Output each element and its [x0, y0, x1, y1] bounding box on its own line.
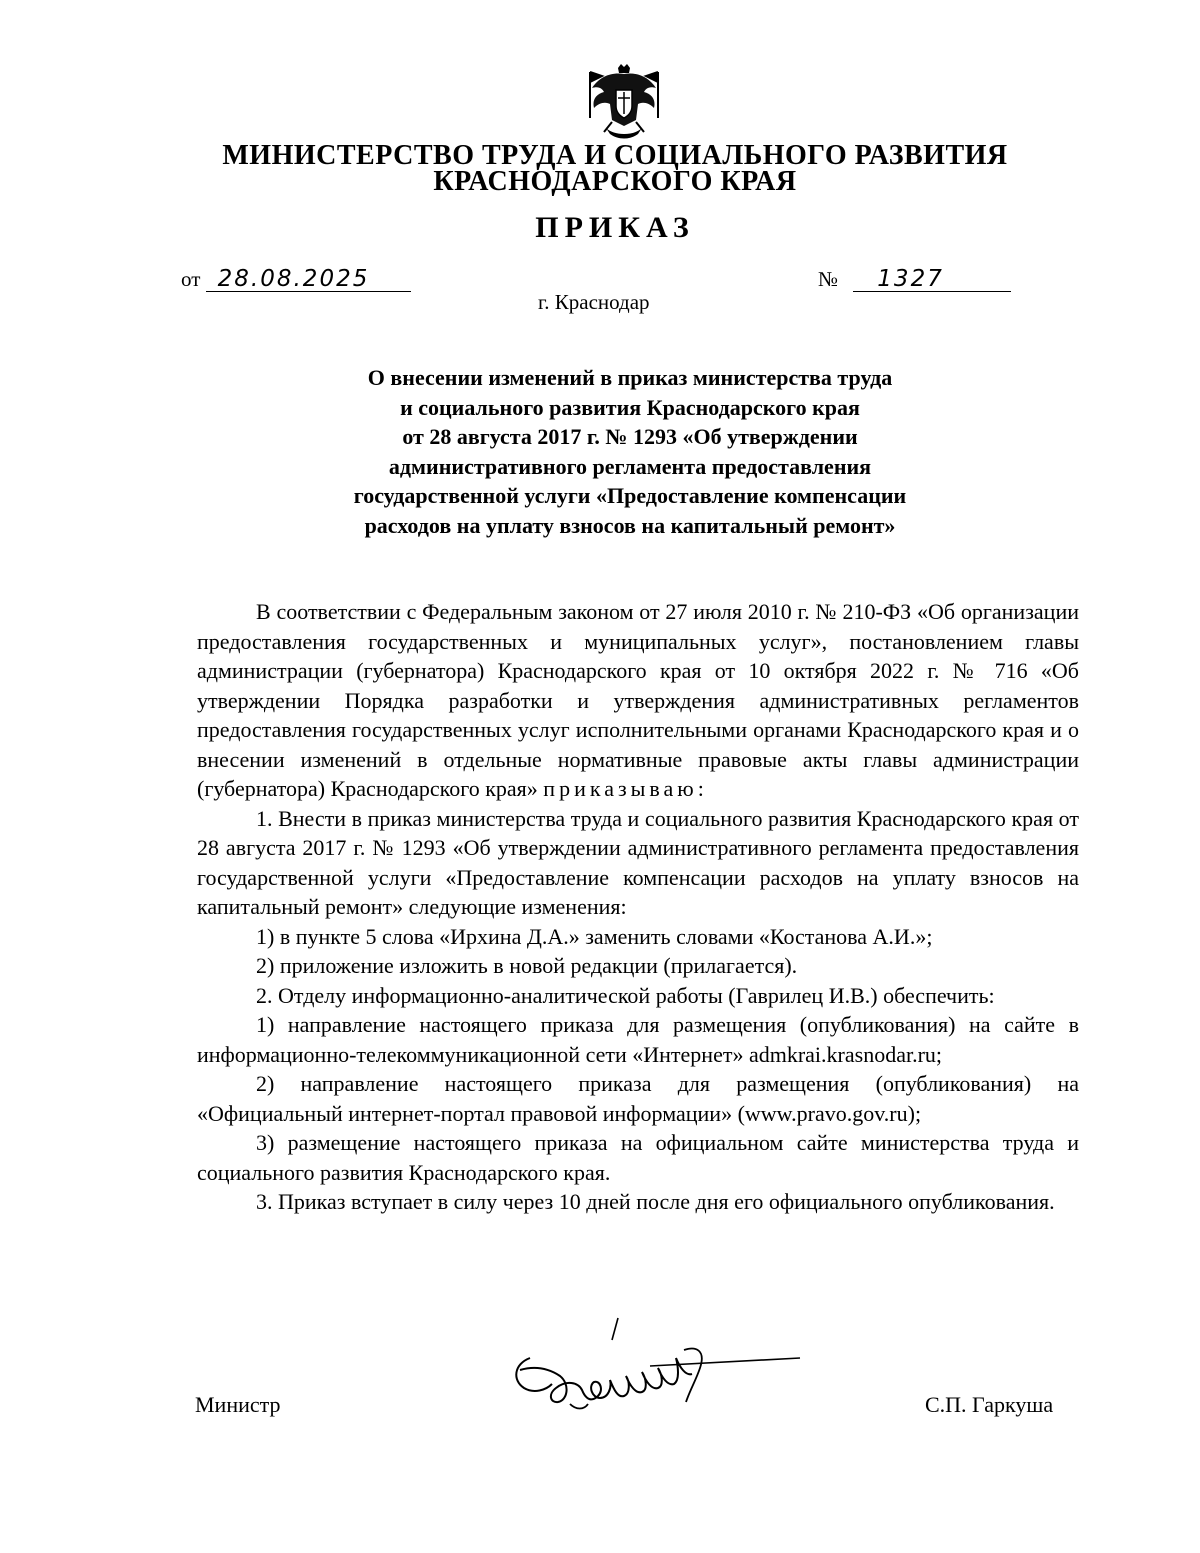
subject-line: и социального развития Краснодарского края	[400, 394, 860, 420]
preamble-paragraph	[197, 597, 1079, 804]
orders-word: приказываю:	[543, 776, 708, 801]
order-subject	[230, 363, 1030, 540]
date-field	[181, 267, 411, 292]
number-value: 1327	[853, 267, 1011, 292]
date-value: 28.08.2025	[206, 267, 411, 292]
number-field	[818, 267, 1011, 292]
item-1-1: 1) в пункте 5 слова «Ирхина Д.А.» заменить словами «Костанова А.И.»;	[256, 923, 933, 949]
signatory-name: С.П. Гаркуша	[925, 1392, 1054, 1417]
signatory-role: Министр	[195, 1392, 281, 1417]
preamble-text: В соответствии с Федеральным законом от 27 июля 2010 г. № 210-ФЗ «Об организации предоставления государственных и муниципальных услуг», постановлением главы администрации (губернатора) Краснодарского края от 10 октября 2022 г. № 716 «Об утверждении Порядка разработки и утверждения административных регламентов предоставления государственных услуг исполнительными органами Краснодарского края и о внесении изменений в отдельные нормативные правовые акты главы администрации (губернатора) Краснодарского края»	[197, 599, 1079, 801]
subject-line: государственной услуги «Предоставление компенсации	[353, 483, 907, 508]
subject-line: административного регламента предоставления	[388, 453, 872, 479]
item-2-3: 3) размещение настоящего приказа на официальном сайте министерства труда и социального развития Краснодарского края.	[197, 1130, 1079, 1185]
date-prefix: от	[181, 267, 201, 291]
order-body	[197, 597, 1079, 1217]
item-1-2: 2) приложение изложить в новой редакции (прилагается).	[256, 953, 798, 978]
item-1: 1. Внести в приказ министерства труда и социального развития Краснодарского края от 28 августа 2017 г. № 1293 «Об утверждении административного регламента предоставления государственной услуги «Предоставление компенсации расходов на уплату взносов на капитальный ремонт» следующие изменения:	[197, 805, 1079, 919]
handwritten-signature	[500, 1310, 820, 1440]
subject-line: расходов на уплату взносов на капитальный ремонт»	[364, 512, 896, 538]
item-2-1: 1) направление настоящего приказа для размещения (опубликования) на сайте в информационно-телекоммуникационной сети «Интернет» admkrai.krasnodar.ru;	[197, 1012, 1079, 1067]
item-3: 3. Приказ вступает в силу через 10 дней после дня его официального опубликования.	[256, 1189, 1055, 1214]
item-2: 2. Отделу информационно-аналитической работы (Гаврилец И.В.) обеспечить:	[256, 982, 995, 1008]
ministry-name-line1: МИНИСТЕРСТВО ТРУДА И СОЦИАЛЬНОГО РАЗВИТИЯ	[222, 140, 1008, 171]
coat-of-arms-icon	[582, 62, 666, 144]
subject-line: от 28 августа 2017 г. № 1293 «Об утверждении	[402, 424, 858, 449]
city: г. Краснодар	[538, 290, 650, 314]
ministry-name-line2: КРАСНОДАРСКОГО КРАЯ	[433, 166, 797, 197]
item-2-2: 2) направление настоящего приказа для размещения (опубликования) на «Официальный интернет-портал правовой информации» (www.pravo.gov.ru);	[197, 1071, 1079, 1126]
document-type-title: ПРИКАЗ	[535, 211, 695, 244]
subject-line: О внесении изменений в приказ министерства труда	[367, 365, 893, 390]
number-prefix: №	[818, 267, 839, 291]
